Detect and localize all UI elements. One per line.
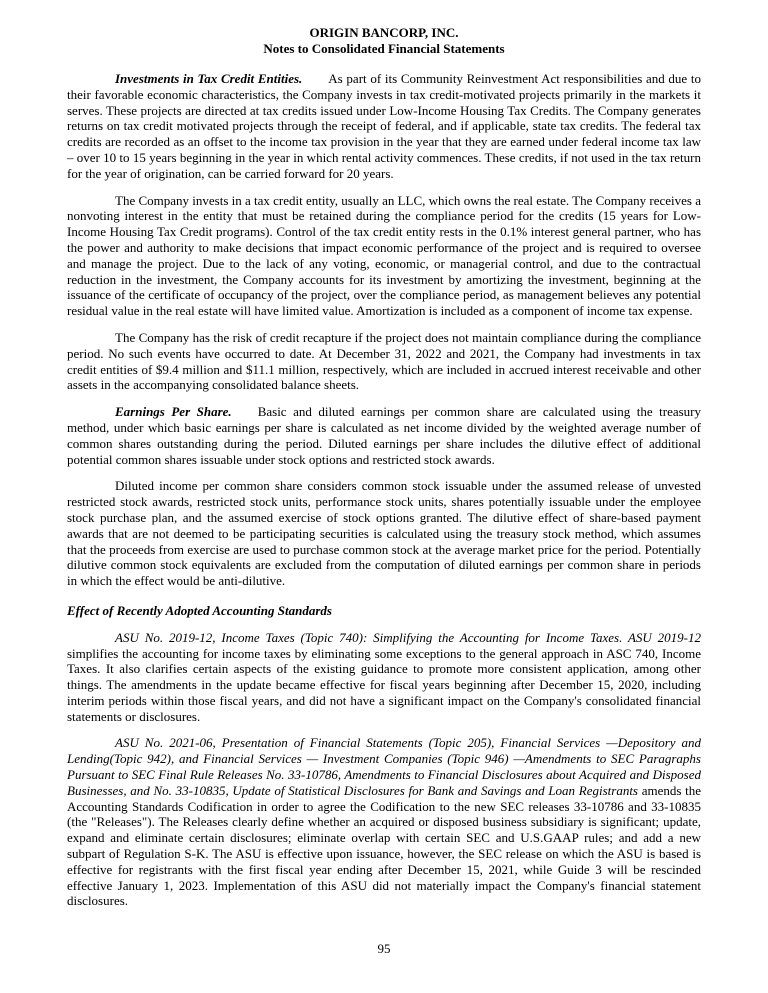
paragraph-text: Diluted income per common share considers common stock issuable under the assumed release of unvested restricted stock awards, restricted stock units, performance stock units, shares potentially issuable under the employee stock purchase plan, and the assumed exercise of stock options granted. The dilutive effect of share-based payment awards that are not deemed to be participating securities is calculated using the treasury stock method, which assumes that the proceeds from exercise are used to purchase common stock at the average market price for the period. Potentially dilutive common stock equivalents are excluded from the computation of diluted earnings per common share in periods in which the effect would be anti-dilutive. — [67, 478, 701, 589]
paragraph-earnings-per-share — [67, 404, 701, 467]
paragraph-asu-2019-12 — [67, 630, 701, 725]
paragraph-credit-recapture — [67, 330, 701, 393]
asu-2019-12-title: ASU No. 2019-12, Income Taxes (Topic 740): Simplifying the Accounting for Income Taxes. ASU 2019-12 — [115, 629, 701, 645]
paragraph-text: Basic and diluted earnings per common share are calculated using the treasury method, under which basic earnings per share is calculated as net income divided by the weighted average number of common shares outstanding during the period. Diluted earnings per share includes the dilutive effect of additional potential common shares issuable under stock options and restricted stock awards. — [67, 404, 702, 467]
paragraph-text: amends the Accounting Standards Codification in order to agree the Codification to the new SEC releases 33-10786 and 33-10835 (the "Releases"). The Releases clearly define whether an acquired or disposed business subsidiary is significant; update, expand and eliminate certain disclosures; eliminate overlap with certain SEC and U.S.GAAP rules; and add a new subpart of Regulation S-K. The ASU is effective upon issuance, however, the SEC release on which the ASU is based is effective for registrants with the first fiscal year ending after December 15, 2021, while Guide 3 will be rescinded effective January 1, 2023. Implementation of this ASU did not materially impact the Company's financial statement disclosures. — [67, 782, 701, 909]
paragraph-text: As part of its Community Reinvestment Act responsibilities and due to their favorable economic characteristics, the Company invests in tax credit-motivated projects primarily in the markets it serves. These projects are directed at tax credits issued under Low-Income Housing Tax Credits. The Company generates returns on tax credit motivated projects through the receipt of federal, and if applicable, state tax credits. The federal tax credits are recorded as an offset to the income tax provision in the year that they are earned under federal income tax law – over 10 to 15 years beginning in the year in which rental activity commences. These credits, if not used in the tax return for the year of origination, can be carried forward for 20 years. — [67, 71, 701, 181]
paragraph-diluted-income — [67, 478, 701, 589]
paragraph-text: The Company has the risk of credit recapture if the project does not maintain compliance during the compliance period. No such events have occurred to date. At December 31, 2022 and 2021, the Company had investments in tax credit entities of $9.4 million and $11.1 million, respectively, which are included in accrued interest receivable and other assets in the accompanying consolidated balance sheets. — [67, 329, 701, 393]
document-header — [67, 25, 701, 56]
asu-2021-06-title: ASU No. 2021-06, Presentation of Financial Statements (Topic 205), Financial Services —Depository and Lending(Topic 942), and Financial Services — Investment Companies (Topic 946) —Amendments to SEC Paragraphs Pursuant to SEC Final Rule Releases No. 33-10786, Amendments to Financial Disclosures about Acquired and Disposed Businesses, and No. 33-10835, Update of Statistical Disclosures for Bank and Savings and Loan Registrants — [67, 735, 701, 798]
paragraph-investments-tax-credit — [67, 71, 701, 182]
document-subtitle: Notes to Consolidated Financial Statements — [263, 40, 505, 56]
runin-heading-investments: Investments in Tax Credit Entities. — [115, 71, 303, 86]
paragraph-text: simplifies the accounting for income taxes by eliminating some exceptions to the general approach in ASC 740, Income Taxes. It also clarifies certain aspects of the existing guidance to promote more consistent application, among other things. The amendments in the update became effective for fiscal years beginning after December 15, 2020, including interim periods within those fiscal years, and did not have a significant impact on the Company's consolidated financial statements or disclosures. — [67, 645, 701, 724]
page-number: 95 — [377, 941, 391, 957]
runin-heading-earnings-per-share: Earnings Per Share. — [115, 404, 232, 420]
paragraph-text: The Company invests in a tax credit entity, usually an LLC, which owns the real estate. The Company receives a nonvoting interest in the entity that must be retained during the compliance period for the credits (15 years for Low-Income Housing Tax Credit programs). Control of the tax credit entity rests in the 0.1% interest general partner, who has the power and authority to make decisions that impact economic performance of the project and is required to oversee and manage the project. Due to the lack of any voting, economic, or managerial control, and due to the contractual reduction in the investment, the Company accounts for its investment by amortizing the investment, beginning at the issuance of the certificate of occupancy of the project, over the compliance period, as management believes any potential residual value in the real estate will have limited value. Amortization is included as a component of income tax expense. — [67, 192, 701, 319]
section-heading-recently-adopted-standards: Effect of Recently Adopted Accounting Standards — [67, 602, 332, 618]
paragraph-asu-2021-06 — [67, 735, 701, 909]
company-name: ORIGIN BANCORP, INC. — [309, 25, 459, 40]
paragraph-tax-credit-entity — [67, 193, 701, 319]
